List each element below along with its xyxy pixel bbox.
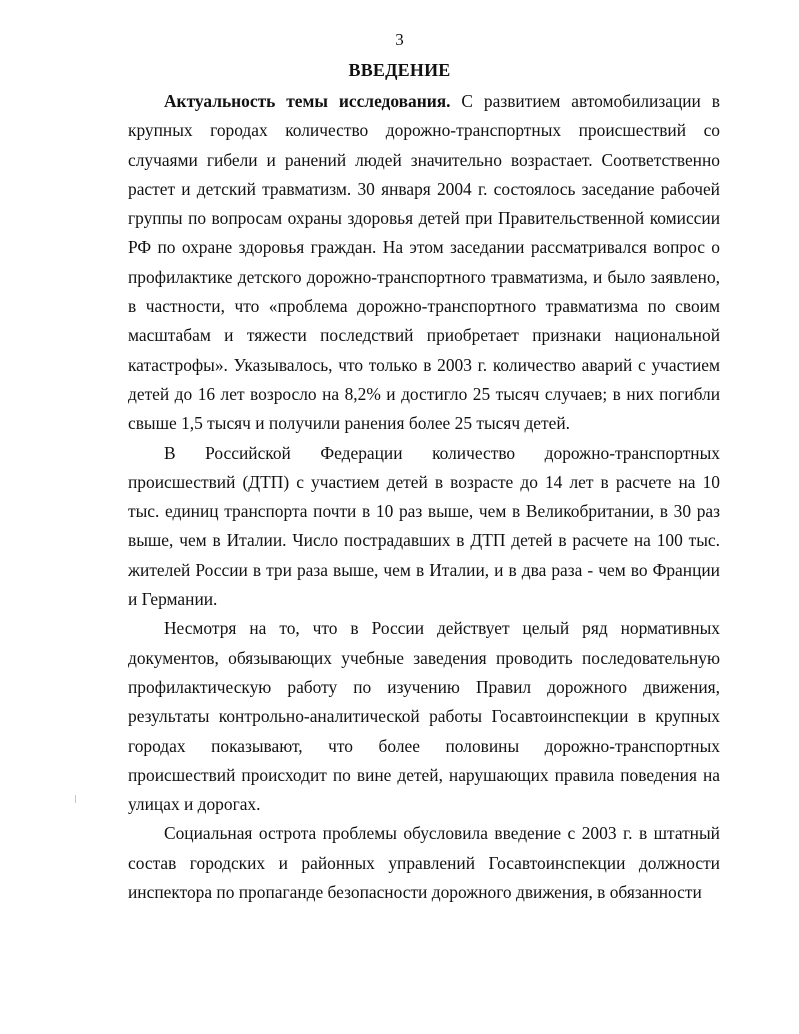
paragraph-lead: Актуальность темы исследования. — [164, 91, 451, 111]
paragraph-social: Социальная острота проблемы обусловила введение с 2003 г. в штатный состав городских и районных управлений Госавтоинспекции должности инспектора по пропаганде безопасности дорожного движения, в обязанности — [128, 823, 720, 903]
paragraph-text: С развитием автомобилизации в крупных городах количество дорожно-транспортных происшествий со случаями гибели и ранений людей значительно возрастает. Соответственно растет и детский травматизм. 30 января 2004 г. состоялось заседание рабочей группы по вопросам охраны здоровья детей при Правительственной комиссии РФ по охране здоровья граждан. На этом заседании рассматривался вопрос о профилактике детского дорожно-транспортного травматизма, и было заявлено, в частности, что «проблема дорожно-транспортного травматизма по своим масштабам и тяжести последствий приобретает признаки национальной катастрофы». Указывалось, что только в 2003 г. количество аварий с участием детей до 16 лет возросло на 8,2% и достигло 25 тысяч случаев; в них погибли свыше 1,5 тысяч и получили ранения более 25 тысяч детей. — [128, 91, 720, 434]
paragraph-regulations: Несмотря на то, что в России действует целый ряд нормативных документов, обязывающих учебные заведения проводить последовательную профилактическую работу по изучению Правил дорожного движения, результаты контрольно-аналитической работы Госавтоинспекции в крупных городах показывают, что более половины дорожно-транспортных происшествий происходит по вине детей, нарушающих правила поведения на улицах и дорогах. — [128, 618, 720, 815]
page-number: 3 — [395, 30, 404, 49]
body-text — [128, 87, 720, 907]
paragraph-relevance — [128, 87, 720, 439]
paragraph-statistics: В Российской Федерации количество дорожно-транспортных происшествий (ДТП) с участием детей в возрасте до 14 лет в расчете на 10 тыс. единиц транспорта почти в 10 раз выше, чем в Великобритании, в 30 раз выше, чем в Италии. Число пострадавших в ДТП детей в расчете на 100 тыс. жителей России в три раза выше, чем в Италии, и в два раза - чем во Франции и Германии. — [128, 442, 720, 610]
scan-mark — [75, 795, 76, 803]
section-heading: ВВЕДЕНИЕ — [348, 60, 451, 80]
